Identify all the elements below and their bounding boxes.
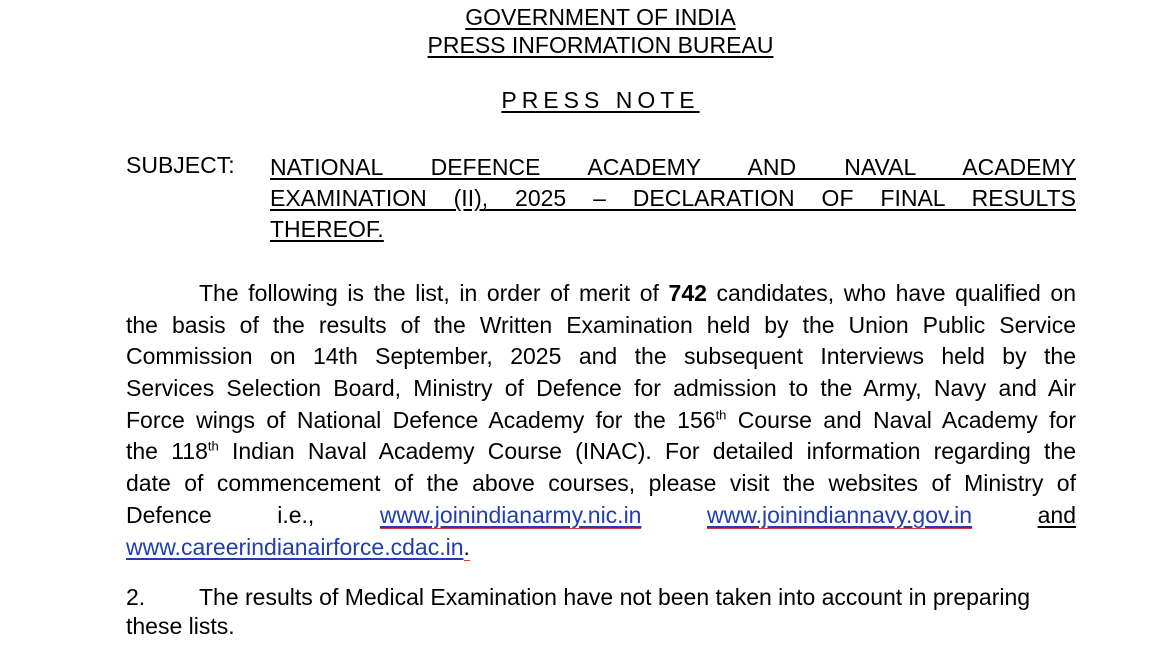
subject-label: SUBJECT:	[126, 152, 235, 178]
subject-line: NATIONAL DEFENCE ACADEMY AND NAVAL ACADEMY	[270, 154, 1076, 180]
paragraph-line: the basis of the results of the Written Examination held by the Union Public Service	[126, 311, 1076, 338]
paragraph-1	[126, 278, 1076, 563]
paragraph-number: 2.	[126, 584, 146, 610]
airforce-website-link[interactable]: www.careerindianairforce.cdac.in	[126, 533, 464, 560]
press-note-title: PRESS NOTE	[501, 87, 700, 113]
header-bureau: PRESS INFORMATION BUREAU	[427, 32, 774, 58]
paragraph-line: date of commencement of the above courses, please visit the websites of Ministry of	[126, 470, 1076, 497]
paragraph-line: The following is the list, in order of merit of 742 candidates, who have qualified on	[199, 280, 1076, 306]
paragraph-line: Commission on 14th September, 2025 and the subsequent Interviews held by the	[126, 343, 1076, 370]
header-government: GOVERNMENT OF INDIA	[465, 4, 736, 30]
paragraph-line: www.careerindianairforce.cdac.in.	[126, 533, 470, 560]
candidate-count: 742	[668, 280, 707, 306]
paragraph-line: the 118th Indian Naval Academy Course (INAC). For detailed information regarding the	[126, 438, 1077, 465]
paragraph-2: 2. The results of Medical Examination have not been taken into account in preparing these lists.	[126, 584, 1031, 639]
paragraph-line: Force wings of National Defence Academy for the 156th Course and Naval Academy for	[126, 406, 1077, 433]
paragraph-line: Services Selection Board, Ministry of Defence for admission to the Army, Navy and Air	[126, 375, 1076, 402]
army-website-link[interactable]: www.joinindianarmy.nic.in	[379, 501, 642, 528]
subject-line: EXAMINATION (II), 2025 – DECLARATION OF FINAL RESULTS	[270, 185, 1076, 211]
navy-website-link[interactable]: www.joinindiannavy.gov.in	[707, 501, 973, 528]
subject-line: THEREOF.	[270, 216, 384, 242]
paragraph-line: Defence i.e., www.joinindianarmy.nic.in www.joinindiannavy.gov.in and	[126, 501, 1077, 528]
subject-text	[270, 152, 1076, 245]
